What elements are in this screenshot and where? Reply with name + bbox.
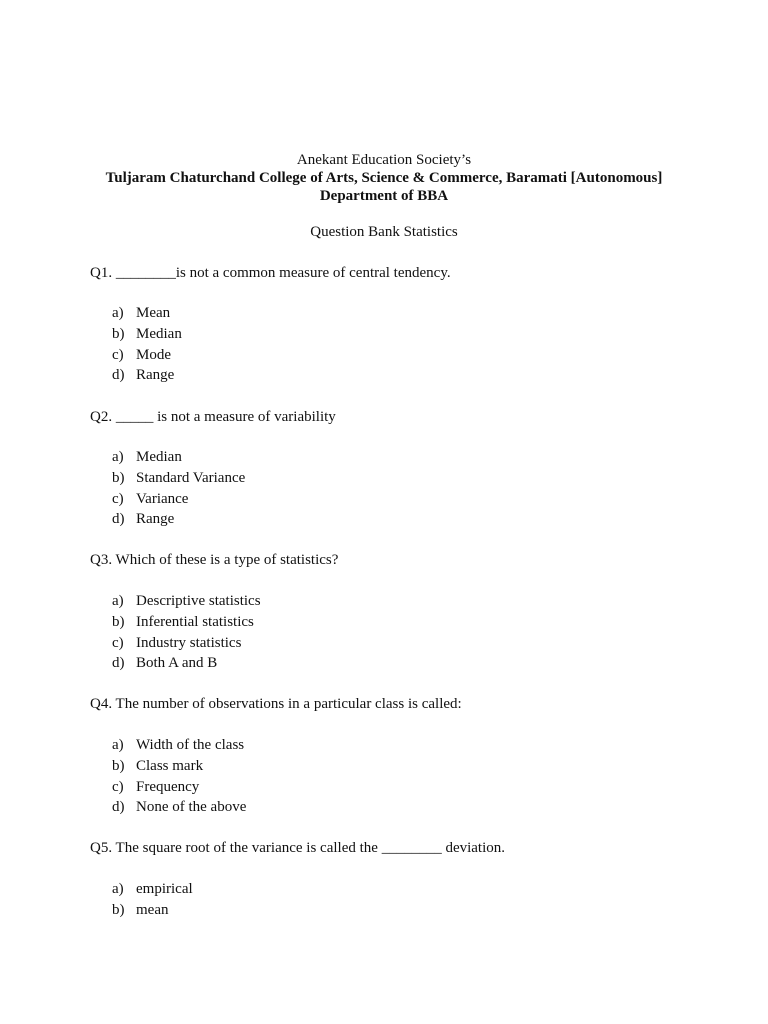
option: a) Width of the class [112, 737, 245, 753]
option: a) Median [112, 449, 182, 465]
option: b) Inferential statistics [112, 613, 254, 630]
option: a) empirical [112, 881, 193, 897]
question-3-options [112, 591, 261, 674]
option: b) Median [112, 325, 182, 342]
document-subject: Question Bank Statistics [310, 224, 458, 240]
question-1-options [112, 303, 182, 386]
option: a) Descriptive statistics [112, 593, 261, 609]
option: c) Variance [112, 490, 189, 507]
question-2-options [112, 447, 245, 530]
option: b) Class mark [112, 757, 204, 774]
question-3: Q3. Which of these is a type of statistics? [90, 552, 339, 568]
option: b) Standard Variance [112, 469, 246, 486]
option: b) mean [112, 901, 169, 918]
option: a) Mean [112, 305, 171, 321]
society-name: Anekant Education Society’s [296, 152, 472, 168]
question-2: Q2. _____ is not a measure of variability [90, 409, 336, 425]
question-4: Q4. The number of observations in a particular class is called: [90, 696, 462, 712]
option: d) Range [112, 511, 175, 528]
question-4-options [112, 735, 246, 818]
option: c) Mode [112, 346, 171, 363]
option: d) None of the above [112, 799, 247, 816]
question-5: Q5. The square root of the variance is called the ________ deviation. [90, 840, 506, 856]
college-name: Tuljaram Chaturchand College of Arts, Science & Commerce, Baramati [Autonomous] [105, 170, 663, 186]
department-name: Department of BBA [319, 188, 449, 204]
option: d) Range [112, 367, 175, 384]
document-header [0, 151, 768, 205]
option: c) Industry statistics [112, 634, 242, 651]
question-1: Q1. ________is not a common measure of central tendency. [90, 265, 451, 281]
option: c) Frequency [112, 778, 200, 795]
question-5-options [112, 879, 193, 921]
option: d) Both A and B [112, 655, 218, 672]
